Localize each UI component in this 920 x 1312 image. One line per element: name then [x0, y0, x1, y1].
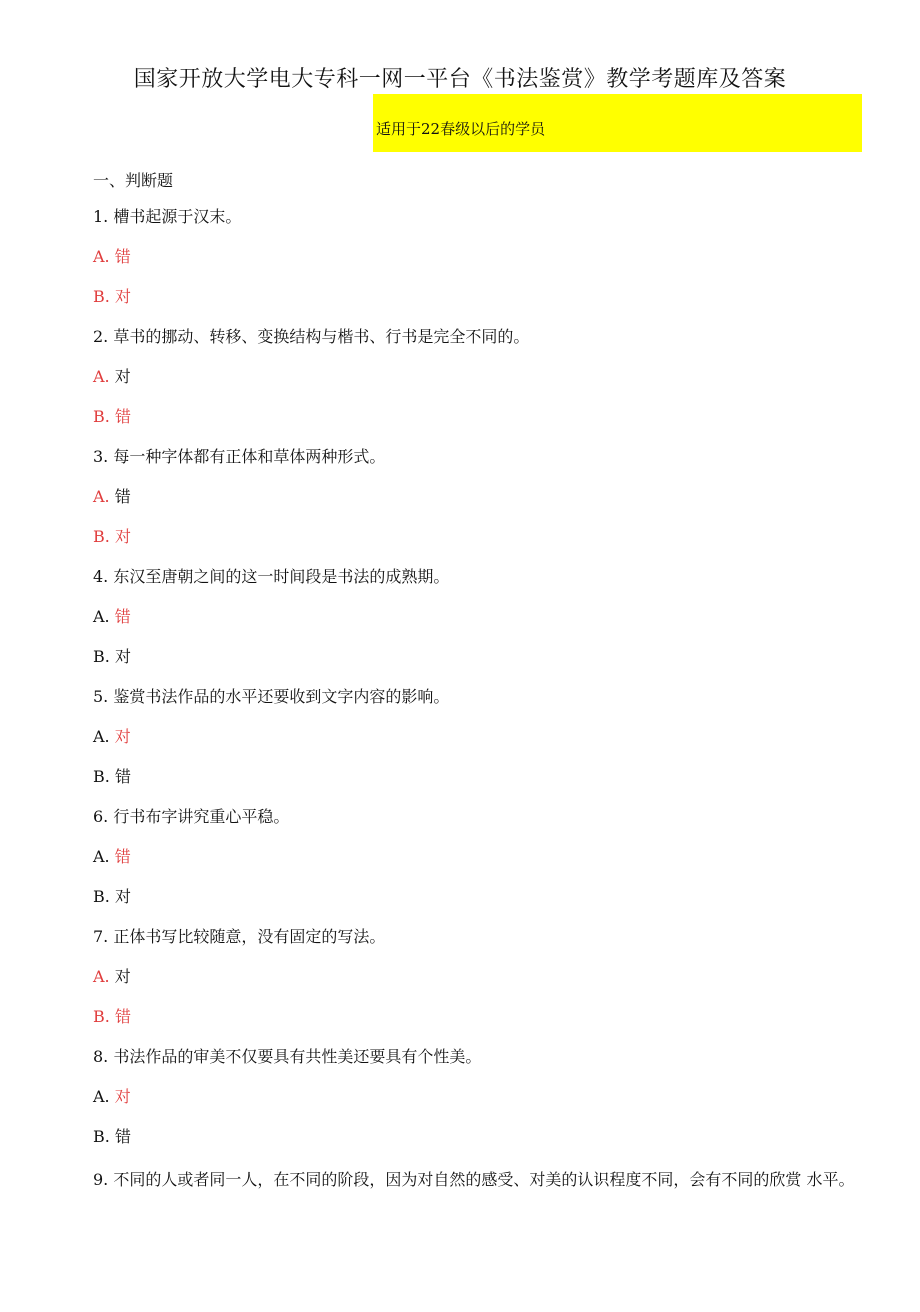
option-5a	[93, 726, 131, 748]
question-5: 5. 鉴赏书法作品的水平还要收到文字内容的影响。	[93, 687, 450, 706]
option-7b	[93, 1006, 131, 1028]
option-text: 错	[114, 247, 131, 266]
option-letter: B.	[93, 1007, 110, 1026]
option-2a	[93, 366, 131, 388]
option-letter: B.	[93, 527, 110, 546]
option-letter: A.	[93, 367, 110, 386]
option-text: 错	[114, 767, 131, 786]
option-text: 错	[114, 607, 131, 626]
option-text: 对	[114, 287, 131, 306]
option-1b	[93, 286, 131, 308]
document-title: 国家开放大学电大专科一网一平台《书法鉴赏》教学考题库及答案	[133, 67, 787, 92]
option-text: 错	[114, 1127, 131, 1146]
question-2: 2. 草书的挪动、转移、变换结构与楷书、行书是完全不同的。	[93, 327, 530, 346]
banner-text: 适用于22春级以后的学员	[376, 120, 546, 138]
option-8b	[93, 1126, 131, 1148]
option-8a	[93, 1086, 131, 1108]
section-heading: 一、判断题	[93, 171, 174, 190]
option-letter: B.	[93, 647, 110, 666]
option-text: 对	[114, 967, 131, 986]
option-letter: B.	[93, 407, 110, 426]
option-letter: A.	[93, 247, 110, 266]
option-letter: B.	[93, 887, 110, 906]
question-4: 4. 东汉至唐朝之间的这一时间段是书法的成熟期。	[93, 567, 450, 586]
option-6a	[93, 846, 131, 868]
option-3a	[93, 486, 131, 508]
option-letter: A.	[93, 607, 110, 626]
option-text: 错	[114, 407, 131, 426]
option-letter: A.	[93, 487, 110, 506]
option-letter: A.	[93, 847, 110, 866]
option-text: 错	[114, 1007, 131, 1026]
question-6: 6. 行书布字讲究重心平稳。	[93, 807, 290, 826]
option-letter: A.	[93, 967, 110, 986]
question-1: 1. 槽书起源于汉末。	[93, 207, 242, 226]
option-text: 对	[114, 727, 131, 746]
question-7: 7. 正体书写比较随意，没有固定的写法。	[93, 927, 386, 946]
option-3b	[93, 526, 131, 548]
option-4b	[93, 646, 131, 668]
option-2b	[93, 406, 131, 428]
option-letter: B.	[93, 1127, 110, 1146]
option-4a	[93, 606, 131, 628]
option-text: 对	[114, 647, 131, 666]
highlight-banner	[373, 94, 862, 152]
option-6b	[93, 886, 131, 908]
option-text: 错	[114, 487, 131, 506]
option-letter: B.	[93, 287, 110, 306]
question-8: 8. 书法作品的审美不仅要具有共性美还要具有个性美。	[93, 1047, 482, 1066]
option-letter: B.	[93, 767, 110, 786]
option-letter: A.	[93, 727, 110, 746]
option-1a	[93, 246, 131, 268]
option-7a	[93, 966, 131, 988]
option-text: 错	[114, 847, 131, 866]
option-letter: A.	[93, 1087, 110, 1106]
question-9: 9. 不同的人或者同一人，在不同的阶段，因为对自然的感受、对美的认识程度不同，会有不同的欣赏 水平。	[93, 1170, 855, 1189]
option-text: 对	[114, 527, 131, 546]
option-text: 对	[114, 887, 131, 906]
option-5b	[93, 766, 131, 788]
option-text: 对	[114, 1087, 131, 1106]
option-text: 对	[114, 367, 131, 386]
question-3: 3. 每一种字体都有正体和草体两种形式。	[93, 447, 386, 466]
